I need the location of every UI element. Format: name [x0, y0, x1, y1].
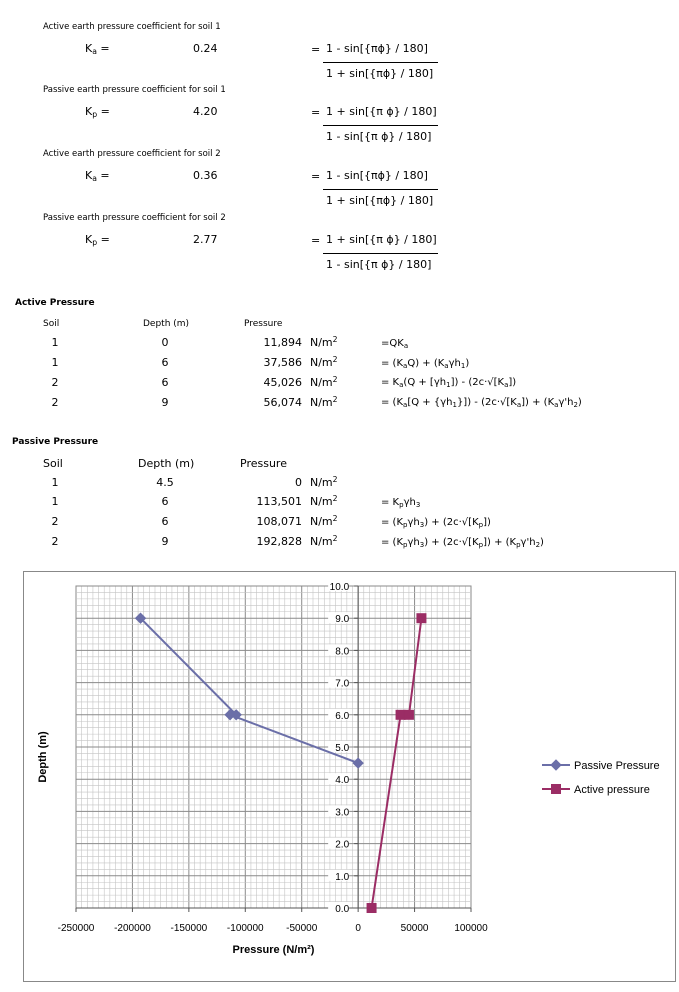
cell-pressure: 37,586: [263, 356, 302, 369]
coefficient-symbol: $K_a$ =: [85, 42, 110, 56]
coefficient-denominator: 1 - sin[{π ϕ} / 180]: [326, 130, 432, 143]
y-tick-label: 0.0: [335, 904, 350, 915]
cell-depth: 6: [161, 495, 169, 508]
coefficient-symbol: $K_p$ =: [85, 105, 110, 119]
active-pressure-title: Active Pressure: [15, 298, 95, 308]
coefficient-title: Passive earth pressure coefficient for soil 2: [43, 213, 226, 223]
legend-label-active: Active pressure: [574, 784, 650, 796]
cell-soil: 2: [51, 376, 59, 389]
y-tick-label: 5.0: [335, 743, 350, 754]
cell-unit: $N/m^2$: [310, 355, 338, 369]
coefficient-numerator: 1 - sin[{πϕ} / 180]: [326, 169, 428, 182]
fraction-bar: [323, 189, 438, 190]
coefficient-value: 0.36: [193, 169, 218, 182]
x-tick-label: 0: [355, 923, 361, 934]
active-header-soil: Soil: [43, 319, 60, 329]
fraction-bar: [323, 253, 438, 254]
cell-soil: 1: [51, 336, 59, 349]
coefficient-title: Passive earth pressure coefficient for soil 1: [43, 85, 226, 95]
cell-depth: 9: [161, 396, 169, 409]
cell-unit: $N/m^2$: [310, 475, 338, 489]
cell-pressure: 11,894: [263, 336, 302, 349]
pressure-depth-chart: [23, 571, 676, 982]
active-formula-1: $=QK_a$: [381, 338, 409, 350]
coefficient-denominator: 1 - sin[{π ϕ} / 180]: [326, 258, 432, 271]
x-tick-label: -100000: [226, 923, 264, 934]
cell-unit: $N/m^2$: [310, 375, 338, 389]
x-tick-label: -150000: [170, 923, 208, 934]
passive-pressure-title: Passive Pressure: [12, 437, 99, 447]
y-tick-label: 1.0: [335, 871, 350, 883]
cell-soil: 1: [51, 495, 59, 508]
fraction-bar: [323, 62, 438, 63]
passive-formula-3: = $(K_p\gamma h_3) + (2c\cdot√[K_p])$: [381, 517, 491, 529]
x-tick-label: -200000: [114, 923, 151, 934]
cell-unit: $N/m^2$: [310, 335, 338, 349]
active-formula-4: = $(K_a[Q + \{\gamma h_1\}]) - (2c\cdot√[K_a]) + (K_a\gamma'h_2)$: [381, 397, 582, 409]
x-tick-label: 100000: [454, 923, 488, 934]
cell-pressure: 113,501: [256, 495, 302, 508]
chart-canvas: [24, 572, 675, 981]
passive-formula-2: = $K_p\gamma h_3$: [381, 497, 421, 509]
cell-soil: 1: [51, 476, 59, 489]
equals-sign: =: [311, 234, 321, 247]
cell-unit: $N/m^2$: [310, 534, 338, 548]
data-point-active: [367, 904, 376, 913]
cell-depth: 0: [161, 336, 169, 349]
coefficient-numerator: 1 + sin[{π ϕ} / 180]: [326, 233, 437, 246]
cell-soil: 1: [51, 356, 59, 369]
coefficient-value: 2.77: [193, 233, 218, 246]
y-tick-label: 3.0: [335, 807, 350, 819]
y-tick-label: 10.0: [329, 582, 350, 593]
equals-sign: =: [311, 170, 321, 183]
cell-unit: $N/m^2$: [310, 514, 338, 528]
coefficient-numerator: 1 + sin[{π ϕ} / 180]: [326, 105, 437, 118]
coefficient-numerator: 1 - sin[{πϕ} / 180]: [326, 42, 428, 55]
equals-sign: =: [311, 43, 321, 56]
cell-soil: 2: [51, 515, 59, 528]
passive-header-soil: Soil: [43, 457, 63, 470]
coefficient-title: Active earth pressure coefficient for soil 2: [43, 149, 221, 159]
cell-depth: 9: [161, 535, 169, 548]
active-formula-3: = $K_a(Q + [\gamma h_1]) - (2c\cdot√[K_a])$: [381, 377, 517, 389]
data-point-active: [417, 614, 426, 623]
data-point-active: [396, 710, 405, 719]
cell-pressure: 192,828: [256, 535, 302, 548]
y-tick-label: 4.0: [335, 775, 350, 787]
coefficient-symbol: $K_a$ =: [85, 169, 110, 183]
legend-marker: [551, 760, 561, 770]
x-axis-title: Pressure (N/m²): [232, 944, 315, 956]
coefficient-value: 4.20: [193, 105, 218, 118]
active-header-pressure: Pressure: [244, 319, 283, 329]
y-axis-title: Depth (m): [37, 731, 49, 783]
passive-header-pressure: Pressure: [240, 457, 287, 470]
cell-soil: 2: [51, 396, 59, 409]
y-tick-label: 8.0: [335, 646, 350, 658]
cell-pressure: 56,074: [263, 396, 302, 409]
coefficient-value: 0.24: [193, 42, 218, 55]
x-tick-label: -50000: [286, 923, 318, 934]
y-tick-label: 2.0: [335, 839, 350, 851]
cell-pressure: 108,071: [256, 515, 302, 528]
coefficient-symbol: $K_p$ =: [85, 233, 110, 247]
passive-formula-4: = $(K_p\gamma h_3) + (2c\cdot√[K_p]) + (K_p\gamma'h_2)$: [381, 537, 544, 549]
data-point-active: [404, 710, 413, 719]
x-tick-label: -250000: [57, 923, 95, 934]
legend-label-passive: Passive Pressure: [574, 760, 660, 772]
y-tick-label: 9.0: [335, 614, 350, 626]
cell-depth: 6: [161, 376, 169, 389]
cell-unit: $N/m^2$: [310, 494, 338, 508]
cell-pressure: 0: [295, 476, 302, 489]
coefficient-denominator: 1 + sin[{πϕ} / 180]: [326, 194, 434, 207]
passive-header-depth: Depth (m): [138, 457, 195, 470]
coefficient-title: Active earth pressure coefficient for soil 1: [43, 22, 221, 32]
cell-pressure: 45,026: [263, 376, 302, 389]
fraction-bar: [323, 125, 438, 126]
active-formula-2: = $(K_aQ) + (K_a\gamma h_1)$: [381, 358, 470, 370]
y-tick-label: 6.0: [335, 710, 350, 722]
y-tick-label: 7.0: [335, 678, 350, 690]
coefficient-denominator: 1 + sin[{πϕ} / 180]: [326, 67, 434, 80]
legend-marker: [552, 785, 561, 794]
cell-unit: $N/m^2$: [310, 395, 338, 409]
cell-soil: 2: [51, 535, 59, 548]
cell-depth: 6: [161, 515, 169, 528]
cell-depth: 4.5: [156, 476, 174, 489]
cell-depth: 6: [161, 356, 169, 369]
equals-sign: =: [311, 106, 321, 119]
active-header-depth: Depth (m): [143, 319, 190, 329]
x-tick-label: 50000: [400, 923, 429, 934]
